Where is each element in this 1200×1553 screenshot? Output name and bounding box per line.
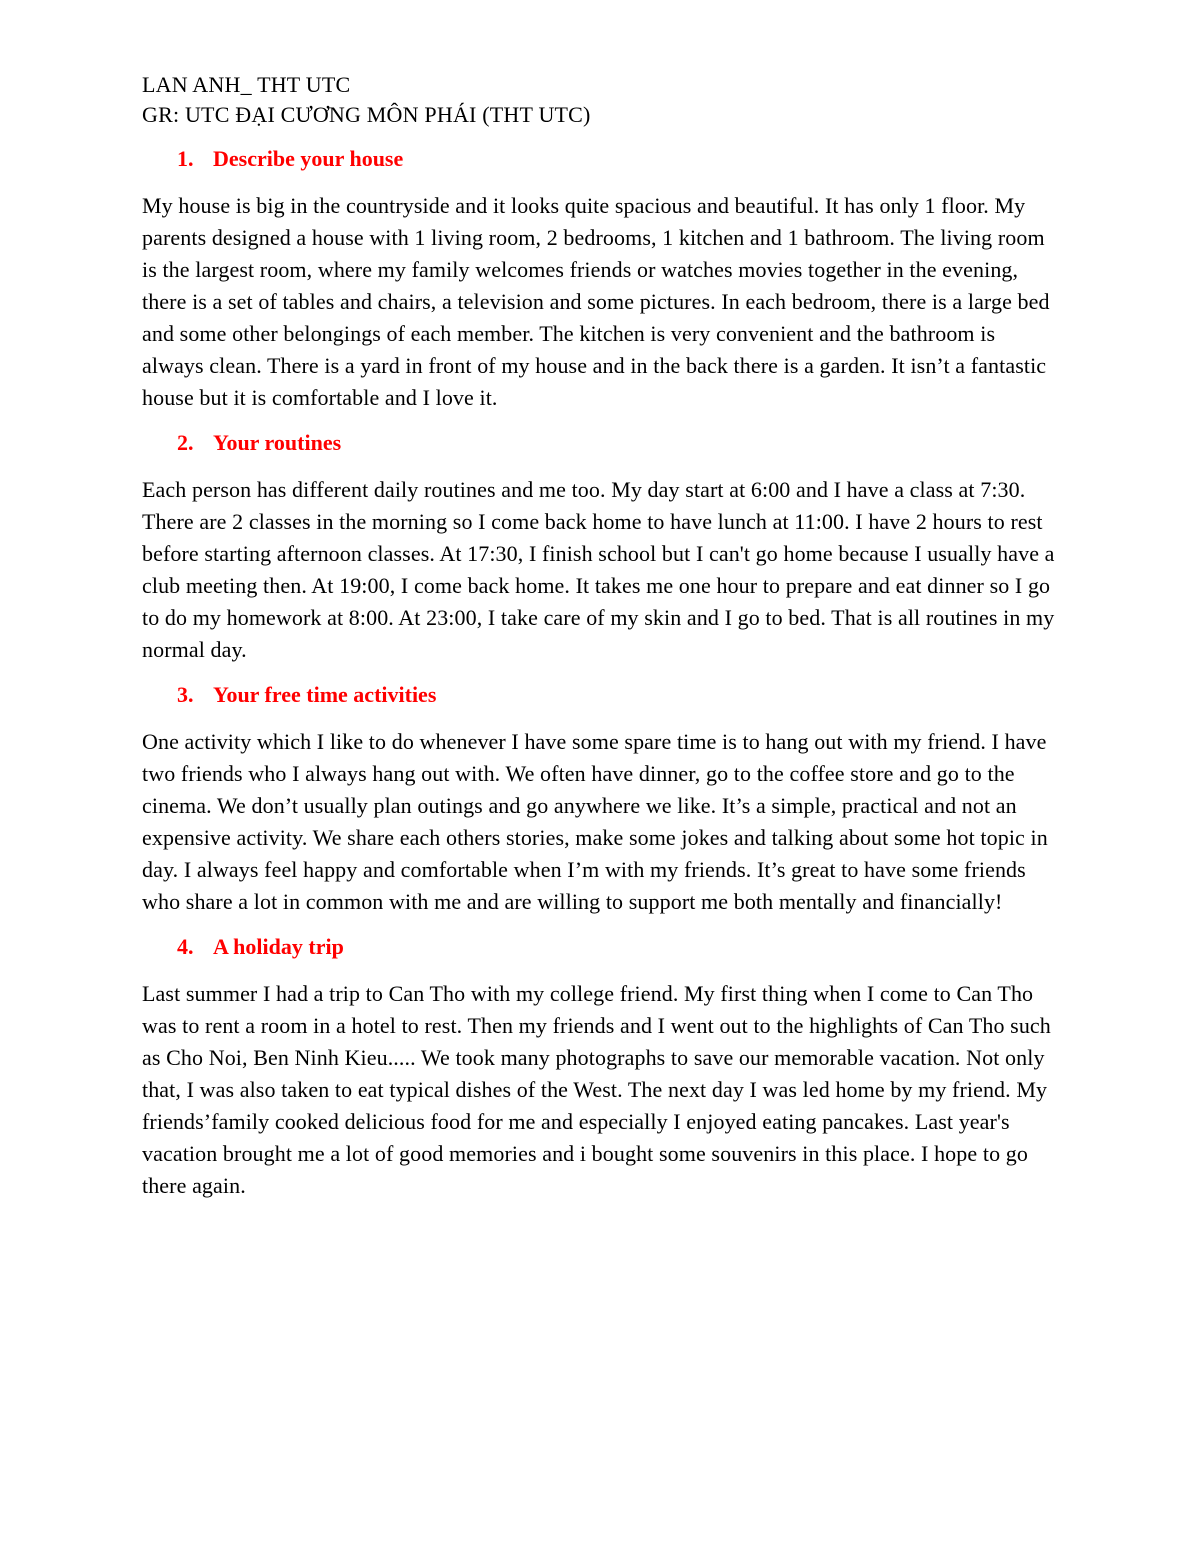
section-title: Describe your house: [213, 146, 404, 171]
section-heading: [177, 144, 1055, 174]
section-title: A holiday trip: [213, 934, 344, 959]
section-routines: [142, 428, 1055, 666]
section-body: Each person has different daily routines and me too. My day start at 6:00 and I have a class at 7:30. There are 2 classes in the morning so I come back home to have lunch at 11:00. I have 2 hours to rest before starting afternoon classes. At 17:30, I finish school but I can't go home because I usually have a club meeting then. At 19:00, I come back home. It takes me one hour to prepare and eat dinner so I go to do my homework at 8:00. At 23:00, I take care of my skin and I go to bed. That is all routines in my normal day.: [142, 477, 1055, 662]
section-number: 3.: [177, 682, 194, 707]
section-house: [142, 144, 1055, 414]
section-body: One activity which I like to do whenever I have some spare time is to hang out with my friend. I have two friends who I always hang out with. We often have dinner, go to the coffee store and go to the cinema. We don’t usually plan outings and go anywhere we like. It’s a simple, practical and not an expensive activity. We share each others stories, make some jokes and talking about some hot topic in day. I always feel happy and comfortable when I’m with my friends. It’s great to have some friends who share a lot in common with me and are willing to support me both mentally and financially!: [142, 729, 1048, 914]
section-body: My house is big in the countryside and it looks quite spacious and beautiful. It has only 1 floor. My parents designed a house with 1 living room, 2 bedrooms, 1 kitchen and 1 bathroom. The living room is the largest room, where my family welcomes friends or watches movies together in the evening, there is a set of tables and chairs, a television and some pictures. In each bedroom, there is a large bed and some other belongings of each member. The kitchen is very convenient and the bathroom is always clean. There is a yard in front of my house and in the back there is a garden. It isn’t a fantastic house but it is comfortable and I love it.: [142, 193, 1050, 410]
section-number: 4.: [177, 934, 194, 959]
section-heading: [177, 428, 1055, 458]
section-title: Your routines: [213, 430, 342, 455]
section-holiday-trip: [142, 932, 1055, 1202]
group-line: GR: UTC ĐẠI CƯƠNG MÔN PHÁI (THT UTC): [142, 102, 591, 127]
section-body: Last summer I had a trip to Can Tho with my college friend. My first thing when I come to Can Tho was to rent a room in a hotel to rest. Then my friends and I went out to the highlights of Can Tho such as Cho Noi, Ben Ninh Kieu..... We took many photographs to save our memorable vacation. Not only that, I was also taken to eat typical dishes of the West. The next day I was led home by my friend. My friends’family cooked delicious food for me and especially I enjoyed eating pancakes. Last year's vacation brought me a lot of good memories and i bought some souvenirs in this place. I hope to go there again.: [142, 981, 1051, 1198]
section-number: 2.: [177, 430, 194, 455]
author-line: LAN ANH_ THT UTC: [142, 72, 351, 97]
section-free-time: [142, 680, 1055, 918]
section-number: 1.: [177, 146, 194, 171]
section-heading: [177, 680, 1055, 710]
section-title: Your free time activities: [213, 682, 437, 707]
section-heading: [177, 932, 1055, 962]
